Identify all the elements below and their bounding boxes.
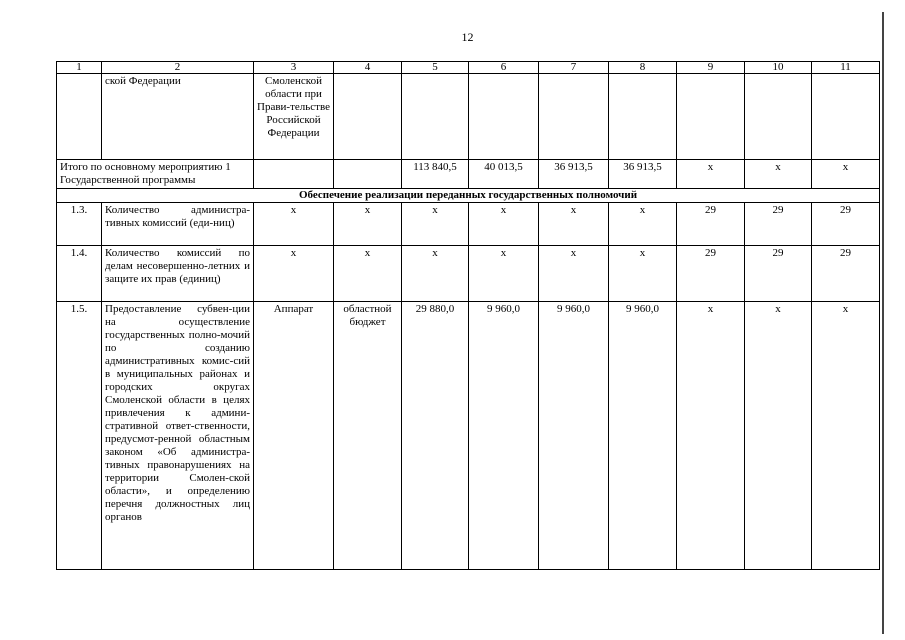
cell-value: 29 — [812, 246, 880, 302]
cell-value: 9 960,0 — [609, 302, 677, 570]
cell-value: x — [677, 160, 745, 189]
cell-value: x — [609, 203, 677, 246]
cell-value: x — [812, 302, 880, 570]
cell-value: x — [745, 302, 812, 570]
cell-value: 113 840,5 — [402, 160, 469, 189]
cell-value: x — [609, 246, 677, 302]
column-number: 8 — [609, 62, 677, 74]
table-row-total — [57, 160, 880, 189]
cell-value: 29 — [677, 246, 745, 302]
column-number: 4 — [334, 62, 402, 74]
cell-name: ской Федерации — [102, 74, 254, 160]
cell-value: x — [254, 246, 334, 302]
cell-value: 29 — [677, 203, 745, 246]
cell-value: 36 913,5 — [539, 160, 609, 189]
cell-value: 40 013,5 — [469, 160, 539, 189]
scan-edge-line — [882, 12, 884, 634]
column-number: 10 — [745, 62, 812, 74]
total-label: Итого по основному мероприятию 1 Государственной программы — [57, 160, 254, 189]
cell-value: x — [469, 203, 539, 246]
table-row-1-3 — [57, 203, 880, 246]
cell-funding-source: областной бюджет — [334, 302, 402, 570]
cell-value: 29 — [812, 203, 880, 246]
row-number: 1.3. — [57, 203, 102, 246]
cell-value: x — [402, 203, 469, 246]
cell-value: 36 913,5 — [609, 160, 677, 189]
column-number: 5 — [402, 62, 469, 74]
cell-value: 9 960,0 — [469, 302, 539, 570]
column-number: 3 — [254, 62, 334, 74]
table-row-1-4 — [57, 246, 880, 302]
cell-value: x — [334, 203, 402, 246]
table-row-1-5 — [57, 302, 880, 570]
section-header-row — [57, 189, 880, 203]
cell-value: 29 — [745, 203, 812, 246]
cell-value: x — [539, 203, 609, 246]
cell-name: Количество комиссий по делам несовершенно-летних и защите их прав (единиц) — [102, 246, 254, 302]
cell-executor: Смоленской области при Прави-тельстве Российской Федерации — [254, 74, 334, 160]
cell-value: x — [539, 246, 609, 302]
cell-name: Предоставление субвен-ции на осуществление государственных полно-мочий по созданию административных комис-сий в муниципальных районах и городских округах Смоленской области в целях привлечения к админи-стративной ответ-ственности, предусмот-ренной областным законом «Об администра-тивных правонарушениях на территории Смолен-ской области», и определению перечня должностных лиц органов — [102, 302, 254, 570]
cell-value: x — [334, 246, 402, 302]
program-table — [56, 61, 880, 570]
row-number: 1.5. — [57, 302, 102, 570]
column-number: 11 — [812, 62, 880, 74]
cell-value: 29 880,0 — [402, 302, 469, 570]
cell-value: x — [469, 246, 539, 302]
cell-value: x — [677, 302, 745, 570]
column-number: 9 — [677, 62, 745, 74]
cell-value: x — [745, 160, 812, 189]
cell-value: x — [254, 203, 334, 246]
column-number-row — [57, 62, 880, 74]
column-number: 1 — [57, 62, 102, 74]
cell-value: 29 — [745, 246, 812, 302]
cell-value: x — [812, 160, 880, 189]
cell-executor: Аппарат — [254, 302, 334, 570]
cell-value: x — [402, 246, 469, 302]
cell-value: 9 960,0 — [539, 302, 609, 570]
section-header: Обеспечение реализации переданных государственных полномочий — [57, 189, 880, 203]
table-row-continued — [57, 74, 880, 160]
column-number: 2 — [102, 62, 254, 74]
column-number: 6 — [469, 62, 539, 74]
row-number: 1.4. — [57, 246, 102, 302]
page-number: 12 — [461, 30, 474, 44]
column-number: 7 — [539, 62, 609, 74]
cell-name: Количество администра-тивных комиссий (еди-ниц) — [102, 203, 254, 246]
